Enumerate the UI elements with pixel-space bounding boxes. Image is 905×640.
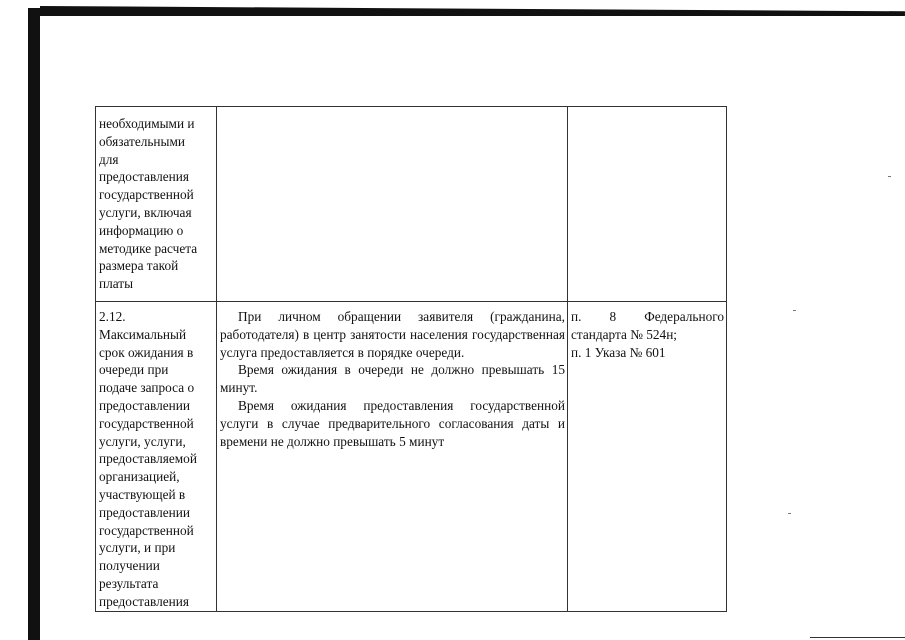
- legal-basis-line: п. 1 Указа № 601: [571, 344, 666, 360]
- scan-speck: [788, 513, 791, 514]
- scan-speck: [888, 176, 891, 177]
- row-title: 2.12. Максимальный срок ожидания в очереди при подаче запроса о предоставлении государственной услуги, услуги, предоставляемой организацией, участвующей в предоставлении государственной услуги, и при получении результата предоставления: [99, 309, 197, 609]
- legal-basis-line: п. 8 Федерального: [571, 309, 724, 324]
- table-row: [96, 107, 727, 302]
- row-title-cell: [96, 107, 217, 302]
- description-paragraph: Время ожидания в очереди не должно превышать 15 минут.: [220, 362, 565, 396]
- description-paragraph: Время ожидания предоставления государственной услуги в случае предварительного согласования даты и времени не должно превышать 5 минут: [220, 397, 565, 449]
- requirements-table: [95, 106, 727, 612]
- row-description-cell: [217, 302, 568, 612]
- row-basis-cell: [568, 302, 727, 612]
- scan-speck: [793, 310, 796, 311]
- description-paragraph: При личном обращении заявителя (гражданина, работодателя) в центр занятости населения государственная услуга предоставляется в порядке очереди.: [220, 309, 565, 360]
- table-row: [96, 302, 727, 612]
- scan-left-border: [28, 8, 40, 640]
- scan-artifact-line: [810, 637, 905, 638]
- row-description-cell: [217, 107, 568, 302]
- row-basis-cell: [568, 107, 727, 302]
- row-title: необходимыми и обязательными для предоставления государственной услуги, включая информацию о методике расчета размера такой платы: [99, 116, 198, 292]
- row-title-cell: [96, 302, 217, 612]
- legal-basis-line: стандарта № 524н;: [571, 326, 677, 342]
